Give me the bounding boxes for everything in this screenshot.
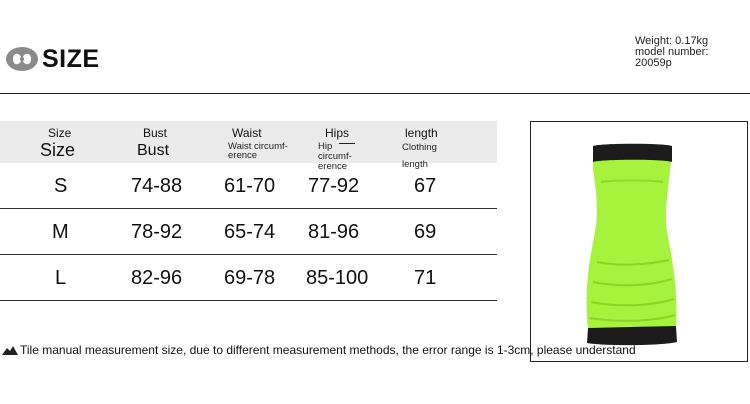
header-waist-sub1: Waist circumf-	[228, 141, 288, 152]
header-length-sub1: Clothing	[402, 142, 437, 153]
hips-underline-mark	[339, 143, 355, 144]
cell-length: 67	[414, 175, 437, 197]
mountain-bullet-icon	[2, 345, 18, 355]
cell-bust: 82-96	[131, 267, 183, 289]
cell-waist: 69-78	[224, 267, 276, 289]
tube-dress-image	[531, 122, 747, 361]
weight-text: Weight: 0.17kg	[635, 35, 709, 47]
cell-length: 71	[414, 267, 437, 289]
size-logo	[5, 44, 100, 74]
cell-size: L	[55, 267, 67, 289]
table-row	[0, 255, 497, 301]
header-length-sub2: length	[402, 159, 428, 170]
header-bust-bottom: Bust	[137, 142, 170, 159]
header-hips-sub1: Hip	[318, 141, 333, 152]
table-row	[0, 209, 497, 255]
header-waist-top: Waist	[232, 126, 262, 140]
header-hips-top: Hips	[325, 126, 350, 140]
cell-hips: 85-100	[306, 267, 369, 289]
model-number-label: model number:	[635, 46, 709, 58]
cell-hips: 81-96	[308, 221, 360, 243]
table-header	[0, 121, 497, 172]
header-divider	[0, 93, 750, 94]
header-size-top: Size	[48, 126, 72, 140]
product-photo	[530, 121, 748, 362]
header-length-top: length	[405, 126, 438, 140]
bow-logo-icon	[5, 44, 39, 74]
cell-size: S	[54, 175, 68, 197]
header-hips-sub3: erence	[318, 161, 348, 172]
cell-size: M	[52, 221, 69, 243]
cell-bust: 74-88	[131, 175, 183, 197]
header-size-bottom: Size	[40, 140, 76, 160]
header-waist-sub2: erence	[228, 150, 258, 161]
measurement-note-text: Tile manual measurement size, due to different measurement methods, the error range is 1-3cm, please understand	[20, 343, 636, 357]
header-hips-sub2: circumf-	[318, 151, 352, 162]
size-title: SIZE	[42, 44, 100, 73]
cell-hips: 77-92	[308, 175, 360, 197]
cell-waist: 61-70	[224, 175, 276, 197]
model-number-value: 20059p	[635, 57, 672, 69]
header-bust-top: Bust	[143, 126, 168, 140]
cell-waist: 65-74	[224, 221, 276, 243]
product-meta	[635, 36, 708, 69]
cell-bust: 78-92	[131, 221, 183, 243]
measurement-note	[2, 343, 636, 357]
size-chart-table	[0, 121, 497, 301]
table-row	[0, 163, 497, 209]
cell-length: 69	[414, 221, 437, 243]
